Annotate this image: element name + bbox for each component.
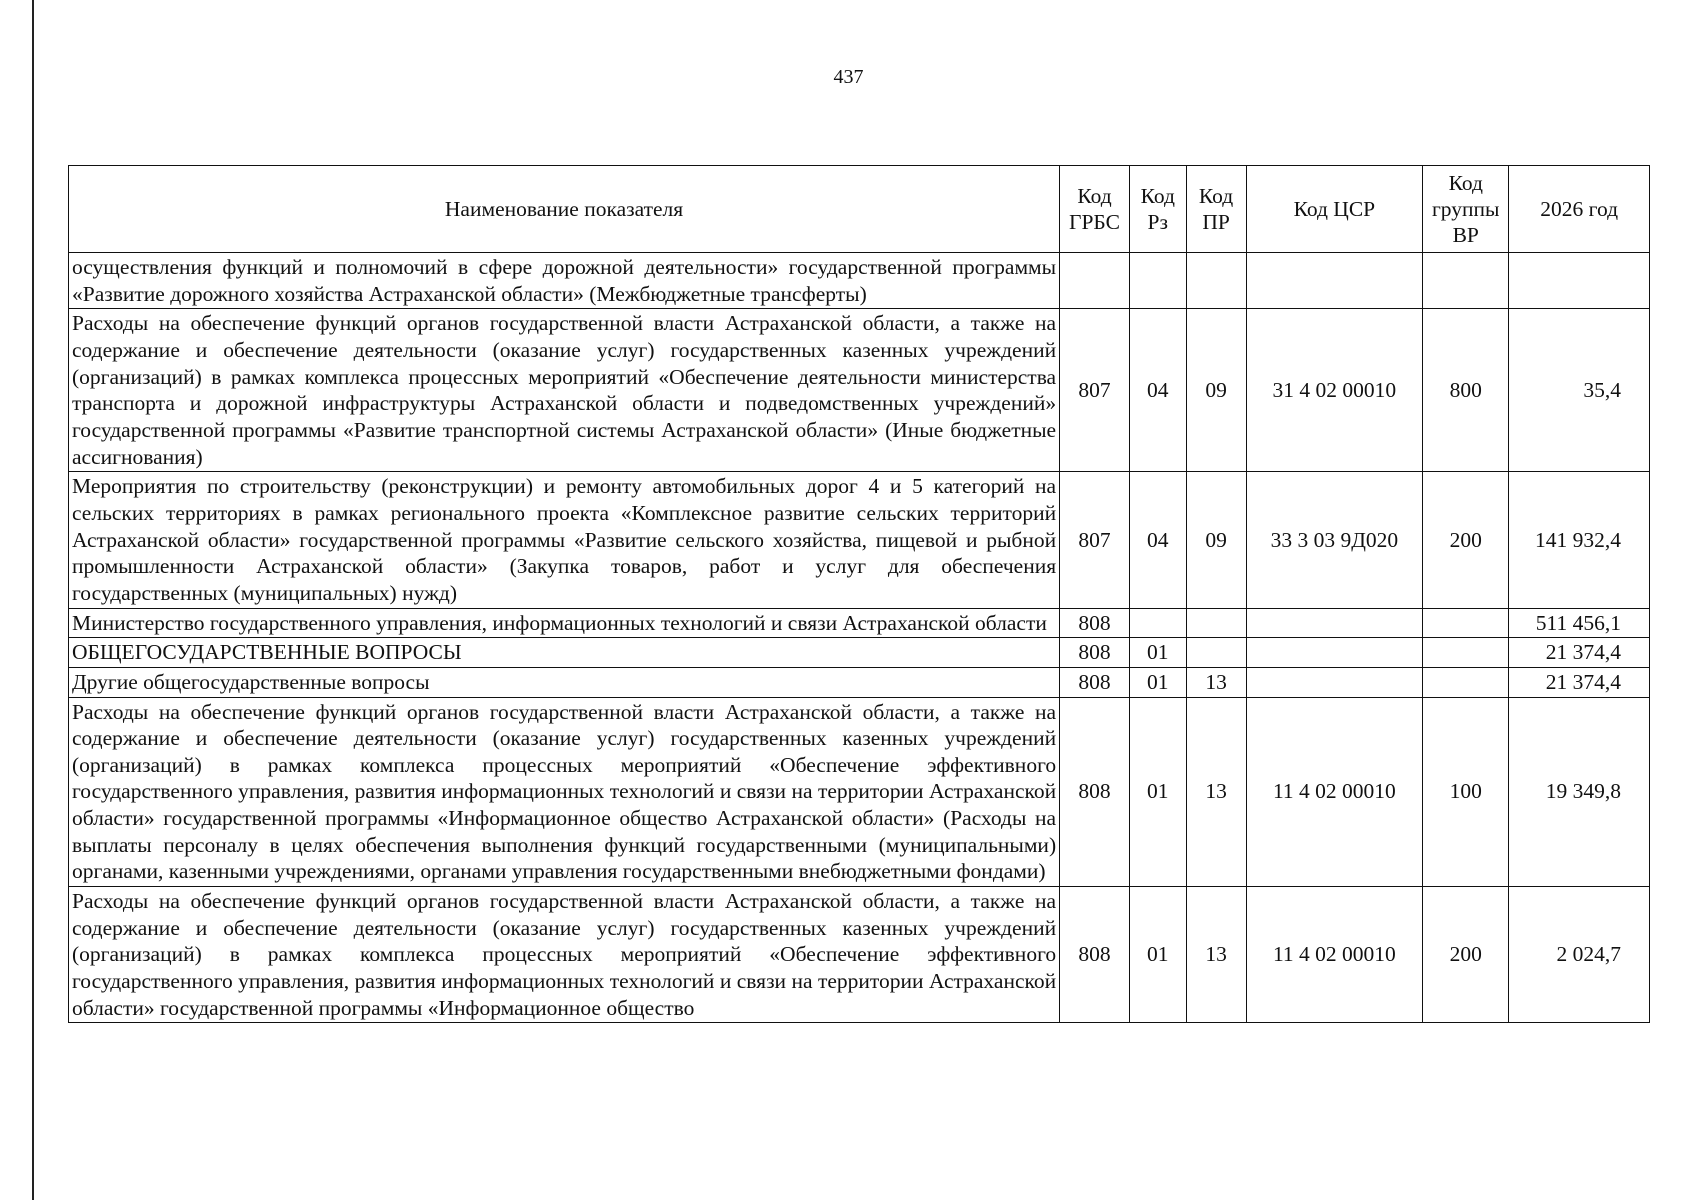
left-margin-rule [32, 0, 34, 1200]
row-vr: 200 [1423, 472, 1509, 608]
row-name: Мероприятия по строительству (реконструкции) и ремонту автомобильных дорог 4 и 5 категорий на сельских территориях в рамках регионального проекта «Комплексное развитие сельских территорий Астраханской области» государственной программы «Развитие сельского хозяйства, пищевой и рыбной промышленности Астраханской области» (Закупка товаров, работ и услуг для обеспечения государственных (муниципальных) нужд) [69, 472, 1060, 608]
row-rz [1129, 608, 1186, 638]
table-row [69, 697, 1650, 887]
row-grbs: 807 [1060, 309, 1130, 472]
row-grbs: 807 [1060, 472, 1130, 608]
row-name: Расходы на обеспечение функций органов государственной власти Астраханской области, а также на содержание и обеспечение деятельности (оказание услуг) государственных казенных учреждений (организаций) в рамках комплекса процессных мероприятий «Обеспечение деятельности министерства транспорта и дорожной инфраструктуры Астраханской области и подведомственных учреждений» государственной программы «Развитие транспортной системы Астраханской области» (Иные бюджетные ассигнования) [69, 309, 1060, 472]
table-row [69, 608, 1650, 638]
row-pr: 13 [1186, 697, 1246, 887]
row-pr: 09 [1186, 309, 1246, 472]
row-value: 511 456,1 [1509, 608, 1650, 638]
row-grbs: 808 [1060, 887, 1130, 1023]
row-grbs: 808 [1060, 638, 1130, 668]
row-pr: 13 [1186, 887, 1246, 1023]
row-vr: 100 [1423, 697, 1509, 887]
header-name: Наименование показателя [69, 166, 1060, 253]
row-csr: 31 4 02 00010 [1246, 309, 1423, 472]
row-vr [1423, 667, 1509, 697]
row-value [1509, 253, 1650, 309]
row-vr: 200 [1423, 887, 1509, 1023]
row-pr [1186, 608, 1246, 638]
row-vr [1423, 638, 1509, 668]
row-csr: 33 3 03 9Д020 [1246, 472, 1423, 608]
table-row [69, 253, 1650, 309]
row-value: 141 932,4 [1509, 472, 1650, 608]
row-csr: 11 4 02 00010 [1246, 697, 1423, 887]
row-name: Расходы на обеспечение функций органов государственной власти Астраханской области, а также на содержание и обеспечение деятельности (оказание услуг) государственных казенных учреждений (организаций) в рамках комплекса процессных мероприятий «Обеспечение эффективного государственного управления, развития информационных технологий и связи на территории Астраханской области» государственной программы «Информационное общество [69, 887, 1060, 1023]
row-vr: 800 [1423, 309, 1509, 472]
row-grbs: 808 [1060, 608, 1130, 638]
row-value: 2 024,7 [1509, 887, 1650, 1023]
row-name: ОБЩЕГОСУДАРСТВЕННЫЕ ВОПРОСЫ [69, 638, 1060, 668]
row-csr [1246, 253, 1423, 309]
row-name: Другие общегосударственные вопросы [69, 667, 1060, 697]
row-vr [1423, 253, 1509, 309]
row-pr: 13 [1186, 667, 1246, 697]
row-pr: 09 [1186, 472, 1246, 608]
row-pr [1186, 638, 1246, 668]
header-rz: Код Рз [1129, 166, 1186, 253]
budget-table [68, 165, 1650, 1023]
row-name: Расходы на обеспечение функций органов государственной власти Астраханской области, а также на содержание и обеспечение деятельности (оказание услуг) государственных казенных учреждений (организаций) в рамках комплекса процессных мероприятий «Обеспечение эффективного государственного управления, развития информационных технологий и связи на территории Астраханской области» государственной программы «Информационное общество Астраханской области» (Расходы на выплаты персоналу в целях обеспечения выполнения функций государственными (муниципальными) органами, казенными учреждениями, органами управления государственными внебюджетными фондами) [69, 697, 1060, 887]
row-csr: 11 4 02 00010 [1246, 887, 1423, 1023]
row-rz: 01 [1129, 697, 1186, 887]
row-grbs [1060, 253, 1130, 309]
table-row [69, 309, 1650, 472]
row-value: 35,4 [1509, 309, 1650, 472]
header-grbs: Код ГРБС [1060, 166, 1130, 253]
page-number: 437 [833, 66, 864, 88]
header-row [69, 166, 1650, 253]
row-rz: 04 [1129, 309, 1186, 472]
row-value: 21 374,4 [1509, 667, 1650, 697]
header-year: 2026 год [1509, 166, 1650, 253]
header-csr: Код ЦСР [1246, 166, 1423, 253]
row-grbs: 808 [1060, 697, 1130, 887]
row-rz [1129, 253, 1186, 309]
row-value: 19 349,8 [1509, 697, 1650, 887]
table-row [69, 667, 1650, 697]
row-csr [1246, 608, 1423, 638]
row-rz: 01 [1129, 638, 1186, 668]
row-rz: 01 [1129, 667, 1186, 697]
row-value: 21 374,4 [1509, 638, 1650, 668]
row-grbs: 808 [1060, 667, 1130, 697]
table-row [69, 638, 1650, 668]
header-pr: Код ПР [1186, 166, 1246, 253]
row-rz: 04 [1129, 472, 1186, 608]
row-pr [1186, 253, 1246, 309]
header-vr: Код группы ВР [1423, 166, 1509, 253]
row-rz: 01 [1129, 887, 1186, 1023]
row-name: Министерство государственного управления, информационных технологий и связи Астраханской области [69, 608, 1060, 638]
row-csr [1246, 638, 1423, 668]
row-name: осуществления функций и полномочий в сфере дорожной деятельности» государственной программы «Развитие дорожного хозяйства Астраханской области» (Межбюджетные трансферты) [69, 253, 1060, 309]
row-vr [1423, 608, 1509, 638]
row-csr [1246, 667, 1423, 697]
table-row [69, 887, 1650, 1023]
table-row [69, 472, 1650, 608]
